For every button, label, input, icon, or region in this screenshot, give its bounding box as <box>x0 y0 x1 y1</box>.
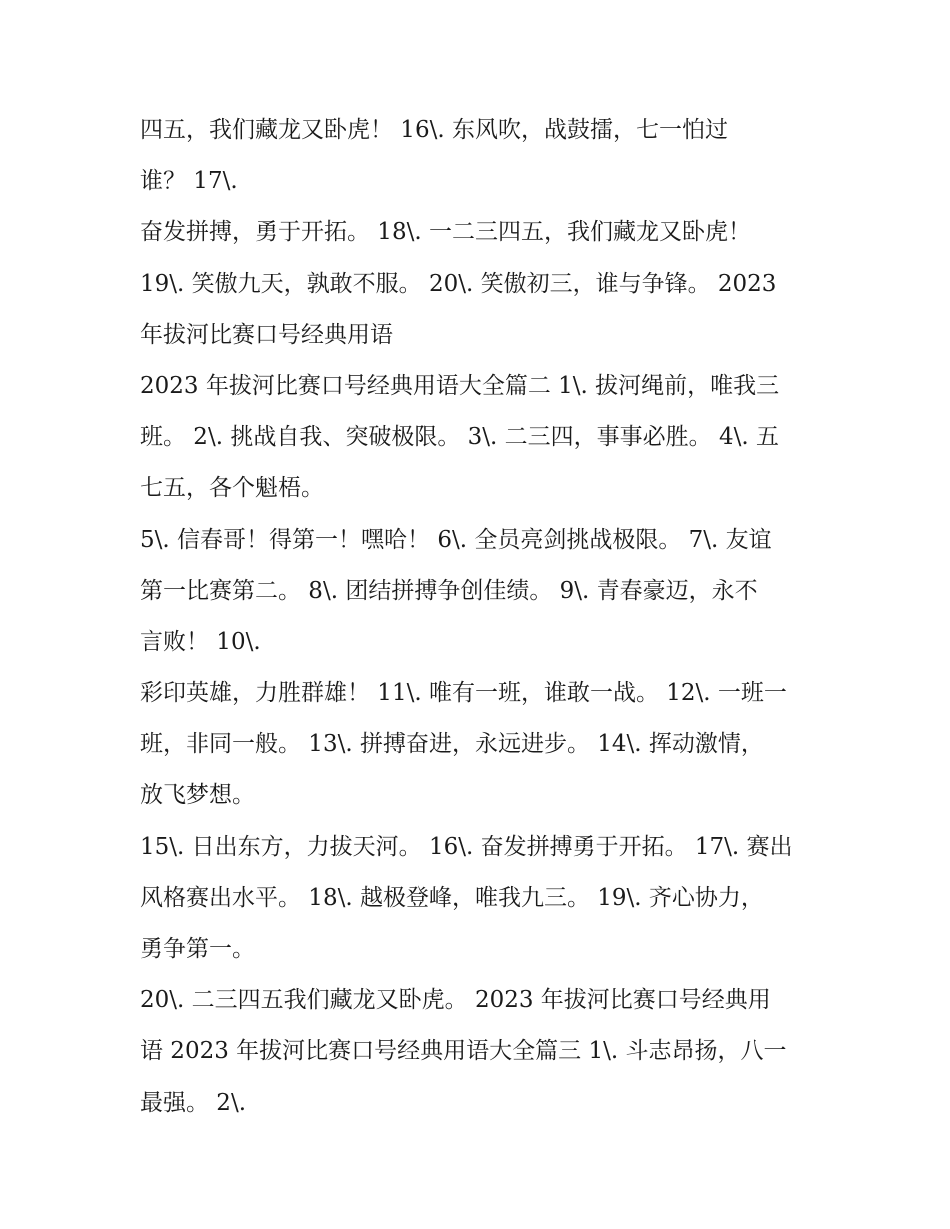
text-line: 七五，各个魁梧。 <box>140 475 324 502</box>
text-line: 谁？ 17\. <box>140 168 238 195</box>
text-line: 班。 2\. 挑战自我、突破极限。 3\. 二三四，事事必胜。 4\. 五 <box>140 424 779 451</box>
text-line: 5\. 信春哥！得第一！嘿哈！ 6\. 全员亮剑挑战极限。 7\. 友谊 <box>140 526 772 553</box>
text-line: 最强。 2\. <box>140 1089 247 1116</box>
text-line: 奋发拼搏，勇于开拓。 18\. 一二三四五，我们藏龙又卧虎！ <box>140 219 751 246</box>
text-line: 彩印英雄，力胜群雄！ 11\. 唯有一班，谁敢一战。 12\. 一班一 <box>140 680 787 707</box>
text-line: 19\. 笑傲九天，孰敢不服。 20\. 笑傲初三，谁与争锋。 2023 <box>140 270 777 297</box>
text-line: 言败！ 10\. <box>140 628 261 655</box>
text-line: 放飞梦想。 <box>140 782 255 809</box>
text-line: 勇争第一。 <box>140 936 255 962</box>
document-body <box>140 105 830 1129</box>
text-line: 风格赛出水平。 18\. 越极登峰，唯我九三。 19\. 齐心协力， <box>140 884 764 911</box>
text-line: 15\. 日出东方，力拔天河。 16\. 奋发拼搏勇于开拓。 17\. 赛出 <box>140 833 793 860</box>
text-line: 语 2023 年拔河比赛口号经典用语大全篇三 1\. 斗志昂扬，八一 <box>140 1038 787 1065</box>
text-line: 班，非同一般。 13\. 拼搏奋进，永远进步。 14\. 挥动激情， <box>140 731 764 758</box>
text-line: 年拔河比赛口号经典用语 <box>140 321 393 348</box>
text-line: 四五，我们藏龙又卧虎！ 16\. 东风吹，战鼓擂，七一怕过 <box>140 117 728 143</box>
text-line: 2023 年拔河比赛口号经典用语大全篇二 1\. 拔河绳前，唯我三 <box>140 372 780 399</box>
text-line: 20\. 二三四五我们藏龙又卧虎。 2023 年拔河比赛口号经典用 <box>140 987 771 1014</box>
text-line: 第一比赛第二。 8\. 团结拼搏争创佳绩。 9\. 青春豪迈，永不 <box>140 577 758 604</box>
